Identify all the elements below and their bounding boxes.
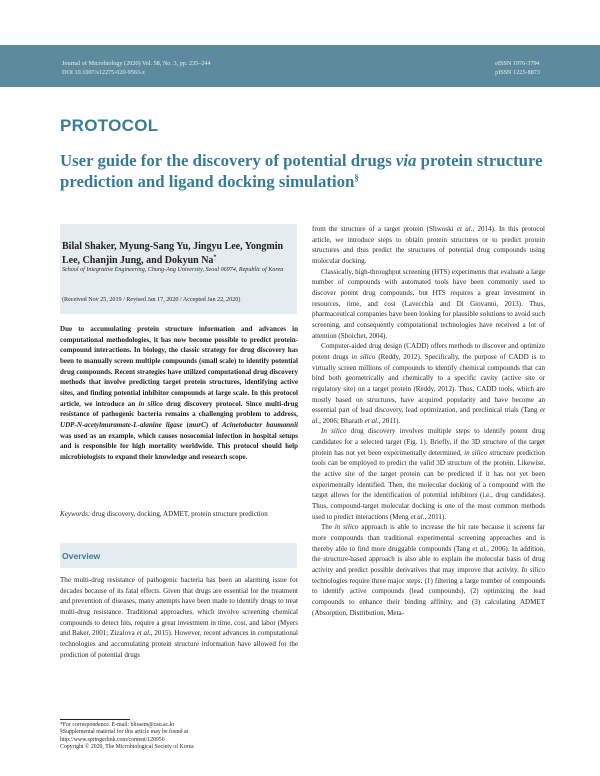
abstract-text: was used as an example, which causes nosocomial infection in hospital setups and is responsible for high mortality worldwide. This protocol should help microbiologists to expand their knowledge and research scope. [60,431,298,461]
keywords-label: Keywords: [60,510,91,518]
body-italic: in silico [351,352,376,361]
paragraph [312,426,545,522]
eissn: eISSN 1976-3794 [495,60,540,67]
abstract-italic: murC [188,420,206,429]
abstract-text: drug discovery protocol. Since multi-drug resistance of pathogenic bacteria remains a challenging problem to address, [60,399,299,419]
body-italic: et al. [136,629,151,638]
title-part1: User guide for the discovery of potential drugs [60,151,396,170]
paragraph: Classically, high-throughput screening (HTS) experiments that evaluate a large number of compounds with automated tools have been commonly used to discover potent drug compounds, but HTS requires a great investment in resources, time, and cost (Lavecchia and Di Giovanni, 2013). Thus, pharmaceutical companies have been looking for plausible solutions to avoid such screening, and consequently computational technologies have received a lot of attention (Shoichet, 2004). [312,267,545,340]
body-italic: in silico [334,523,359,532]
body-text: , 2011). [378,416,401,425]
body-italic: et al. [472,544,488,553]
supplemental-footnote: §Supplemental material for this article may be found at [60,729,189,736]
body-text: , 2006; Bharath [319,416,365,425]
body-italic: in silico [464,448,488,457]
body-text: , 2015). However, recent advances in computational technologies and accumulating protein structure information have allowed for the prediction of potential drugs [60,629,298,659]
corresponding-marker: * [213,254,217,261]
paragraph [312,341,545,426]
doi-line: DOI 10.1007/s12275-020-9563-z [62,69,145,76]
body-italic: et al. [410,512,425,521]
body-text: approach is able to increase the hit rate because it screens far more compounds than traditional experimental screening approaches and is thereby able to find more druggable compounds (Tang [312,523,546,553]
supplemental-link[interactable]: http://www.springerlink.com/content/120956 [60,736,165,743]
body-text: from the structure of a target protein (Sliwoski [312,225,457,233]
journal-line: Journal of Microbiology (2020) Vol. 58, No. 3, pp. 235–244 [62,60,211,67]
title-italic: via [395,151,417,170]
abstract-italic: UDP-N-acetylmuramate-L-alanine ligase [60,420,183,429]
footnotes [60,722,298,752]
body-text: Computer-aided drug design (CADD) offers methods to discover and optimize potent drugs [312,342,545,361]
keywords [60,509,298,520]
abstract [60,324,298,463]
footnote-divider [60,719,130,720]
body-italic: et al. [456,225,473,233]
body-text: structure prediction tools can be employed to predict the valid 3D structure of the protein. Likewise, the active site of the target protein can be predicted if it has not yet been experimentally identified. Then, the molecular docking of a compound with the target allows for the identification of potential inhibitors (i.e., drug candidates). Thus, compound-target molecular docking is one of the most common methods used to predict interactions (Meng [312,448,546,521]
affiliation: School of Integrative Engineering, Chung-Ang University, Seoul 06974, Republic of Korea [62,267,284,273]
paragraph [312,522,545,618]
issn-block [495,59,540,77]
received-dates: (Received Nov 25, 2019 / Revised Jan 17, 2020 / Accepted Jan 22, 2020) [62,297,241,303]
body-text: (Reddy, 2012). Specifically, the purpose of CADD is to virtually screen millions of compounds to identify chemical compounds that can bind both geometrically and chemically to a specific cavity (active site or regulatory site) on a target protein (Reddy, 2012). Thus, CADD tools, which are mostly based on structures, have acquired popularity and have become an essential part of lead discovery, lead optimization, and preclinical trials (Tang [312,352,546,415]
left-body-text [60,575,298,660]
keywords-text: drug discovery, docking, ADMET, protein structure prediction [90,510,268,518]
abstract-italic: in silico [138,399,163,408]
abstract-text: ( [182,420,189,429]
correspondence-footnote: *For correspondence. E-mail: blissem@cau.ac.kr [60,722,175,728]
author-names: Bilal Shaker, Myung-Sang Yu, Jingyu Lee, Yongmin Lee, Chanjin Jung, and Dokyun Na [62,241,284,266]
title-marker: § [354,172,359,183]
body-text: The multi-drug resistance of pathogenic bacteria has been an alarming issue for decades because of its fatal effects. Given that drugs are essential for the treatment and prevention of diseases, many attempts have been made to identify drugs to treat multi-drug resistance. Traditional approaches, which involve screening chemical compounds to detect hits, require a great investment in time, cost, and labor (Myers and Baker, 2001; Zizalova [60,576,298,638]
paragraph [312,224,545,267]
copyright-footnote: Copyright © 2020, The Microbiological Society of Korea [60,744,194,751]
body-text: , 2014). In this protocol article, we introduce steps to obtain protein structures or to predict protein structures and thus predict the structures of potential drug compounds using molecular docking. [312,225,546,265]
body-italic: In silico [521,566,545,574]
body-text: , 2011). [424,512,446,521]
body-italic: et al. [312,406,545,425]
body-italic: In silico [321,427,347,436]
journal-citation [62,59,211,77]
body-italic: et al. [364,416,379,425]
body-text: drug discovery involves multiple steps to identify potent drug candidates for a selected target (Fig. 1). Briefly, if the 3D structure of the target protein has not yet been experimentally determined, [312,427,545,457]
overview-heading: Overview [60,543,297,568]
pissn: pISSN 1225-8873 [495,69,540,76]
section-label: PROTOCOL [60,116,159,135]
body-text: , 2006). In addition, the structure-based approach is also able to explain the molecular basis of drug activity and predict possible derivatives that may improve that activity. [312,544,545,574]
journal-header-band [0,45,600,87]
right-column [312,224,545,618]
abstract-text: Due to accumulating protein structure information and advances in computational methodologies, it has now become possible to predict protein-compound interactions. In biology, the classic strategy for drug discovery has been to manually screen multiple compounds (small scale) to identify potential drug compounds. Recent strategies have utilized computational drug discovery methods that involve predicting target protein structures, identifying active sites, and finding potential inhibitor compounds at large scale. In this protocol article, we introduce an [60,325,298,408]
body-text: technologies require three major steps: (1) filtering a large number of compounds to identify active compounds (lead compounds), (2) optimizing the lead compounds to enhance their binding affinity, and (3) calculating ADMET (Absorption, Distribution, Meta- [312,576,545,617]
abstract-italic: Acinetobacter baumannii [221,420,298,429]
author-list [62,240,294,267]
body-text: The [321,523,335,532]
abstract-text: ) of [205,420,222,429]
article-title [60,150,560,192]
title-part2: protein structure prediction and ligand docking simulation [60,151,543,191]
